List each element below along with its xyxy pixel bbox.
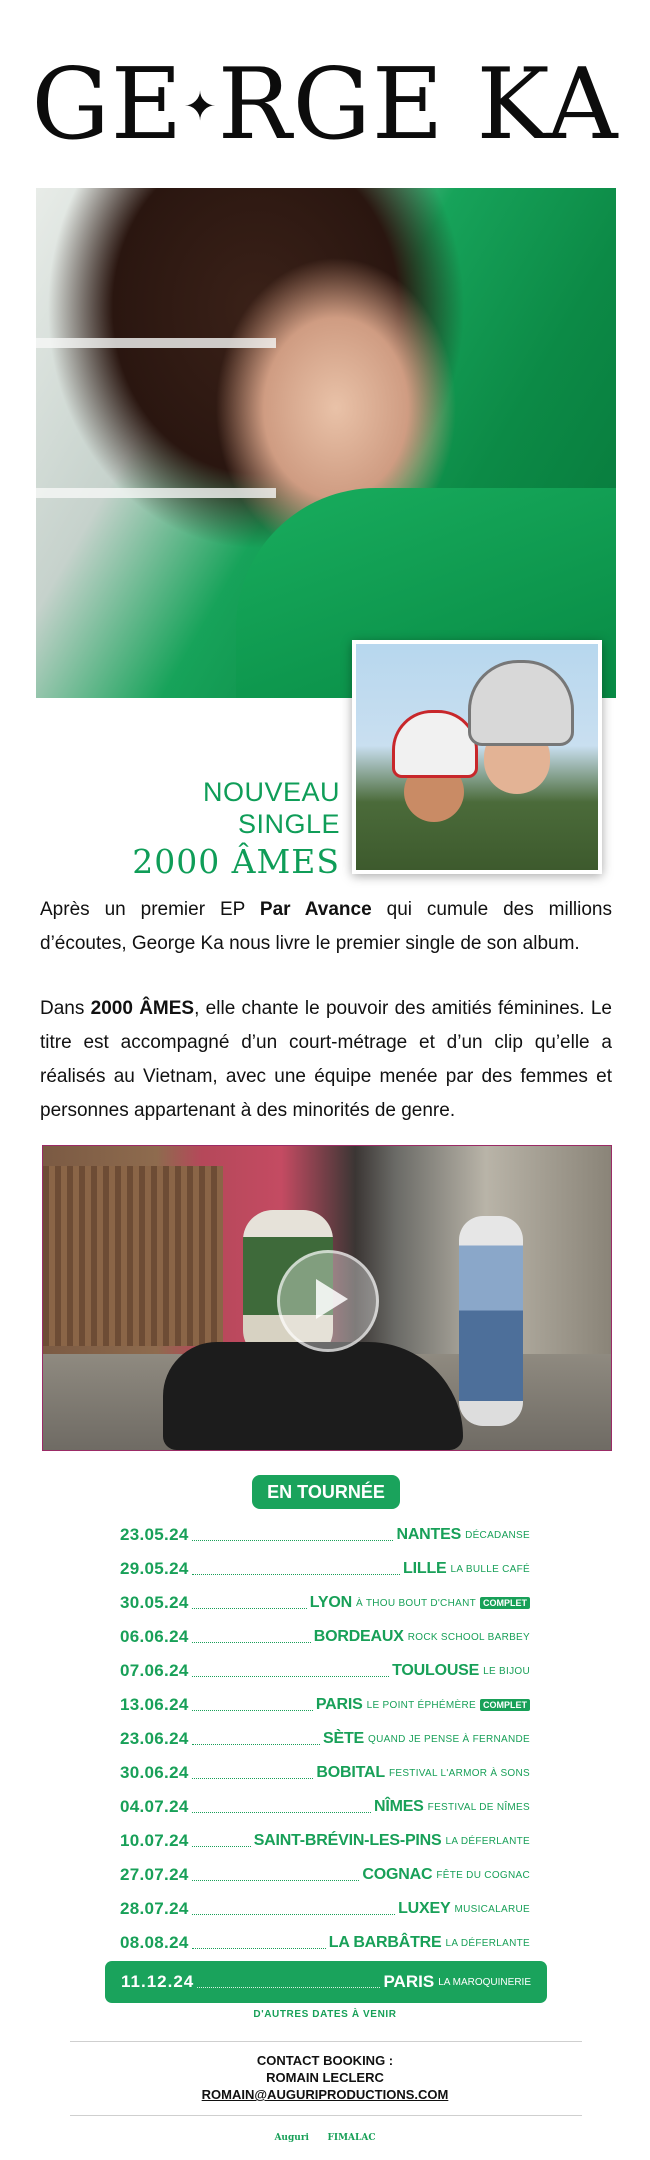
helmet-icon (392, 710, 478, 778)
leader-dots (192, 1540, 394, 1541)
leader-dots (192, 1608, 307, 1609)
leader-dots (192, 1846, 251, 1847)
leader-dots (197, 1987, 380, 1988)
tour-date: 07.06.24 (120, 1661, 189, 1680)
tour-date-list (120, 1518, 530, 1960)
tour-venue: FESTIVAL DE NÎMES (427, 1801, 530, 1813)
tour-date: 11.12.24 (121, 1972, 195, 1991)
leader-dots (192, 1744, 320, 1745)
tour-venue: LA DÉFERLANTE (445, 1937, 530, 1949)
tour-badge: EN TOURNÉE (252, 1475, 400, 1509)
video-scene-shutter (43, 1166, 223, 1346)
divider (70, 2115, 582, 2116)
tour-city: SAINT-BRÉVIN-LES-PINS (253, 1832, 442, 1849)
hero-rail (36, 338, 276, 348)
tour-date: 28.07.24 (120, 1899, 189, 1918)
contact-block (0, 2052, 650, 2103)
tour-city: NÎMES (373, 1798, 424, 1815)
tour-date: 10.07.24 (120, 1831, 189, 1850)
intro-text: Après un premier EP (40, 899, 260, 920)
tour-venue: MUSICALARUE (454, 1903, 530, 1915)
tour-venue: LA MAROQUINERIE (438, 1976, 531, 1988)
partner-logos (0, 2132, 650, 2143)
tour-date-row (120, 1586, 530, 1620)
tour-venue: FESTIVAL L'ARMOR À SONS (388, 1767, 530, 1779)
leader-dots (192, 1812, 371, 1813)
leader-dots (192, 1676, 390, 1677)
video-scene-scooter (163, 1342, 463, 1450)
partner-logo-fimalac: FIMALAC (327, 2133, 376, 2143)
tour-city: LILLE (403, 1560, 447, 1577)
tour-date-row (120, 1620, 530, 1654)
tour-venue: ROCK SCHOOL BARBEY (407, 1631, 530, 1643)
tour-date-row (120, 1722, 530, 1756)
intro-paragraph-1 (40, 893, 612, 961)
tour-venue: LA BULLE CAFÉ (450, 1563, 530, 1575)
ep-title: Par Avance (259, 899, 372, 920)
leader-dots (192, 1778, 314, 1779)
more-dates-note: D'AUTRES DATES À VENIR (253, 2009, 397, 2020)
tour-date: 29.05.24 (120, 1559, 189, 1578)
tour-city: PARIS (383, 1972, 435, 1991)
tour-city: NANTES (396, 1526, 462, 1543)
tour-city: BORDEAUX (313, 1628, 404, 1645)
sold-out-badge: COMPLET (480, 1597, 530, 1609)
tour-date-row (120, 1926, 530, 1960)
helmet-icon (468, 660, 574, 746)
tour-date-row (120, 1858, 530, 1892)
tour-city: LYON (309, 1594, 352, 1611)
hero-portrait-image (36, 188, 616, 698)
tour-venue: LE POINT ÉPHÉMÈRE (366, 1699, 476, 1711)
tour-date-row (120, 1756, 530, 1790)
tour-date: 23.05.24 (120, 1525, 189, 1544)
tour-date: 13.06.24 (120, 1695, 189, 1714)
tour-date-row (120, 1688, 530, 1722)
contact-label: CONTACT BOOKING : (256, 2053, 394, 2068)
tour-date-row (120, 1552, 530, 1586)
intro-text: qui cumule des millions d’écoutes, George Ka nous livre le premier single de son album. (40, 899, 613, 954)
tour-venue: LA DÉFERLANTE (445, 1835, 530, 1847)
star-icon: ✦ (183, 83, 218, 130)
leader-dots (192, 1710, 313, 1711)
video-player[interactable] (42, 1145, 612, 1451)
divider (70, 2041, 582, 2042)
tour-city: TOULOUSE (392, 1662, 480, 1679)
tour-city: LUXEY (398, 1900, 451, 1917)
contact-name: ROMAIN LECLERC (266, 2070, 384, 2085)
play-icon[interactable] (277, 1250, 379, 1352)
contact-email-link[interactable]: ROMAIN@AUGURIPRODUCTIONS.COM (201, 2087, 449, 2102)
tour-date: 27.07.24 (120, 1865, 189, 1884)
tour-date: 30.06.24 (120, 1763, 189, 1782)
tour-date: 04.07.24 (120, 1797, 189, 1816)
sold-out-badge: COMPLET (480, 1699, 530, 1711)
tour-venue: QUAND JE PENSE À FERNANDE (368, 1733, 530, 1745)
tour-date-row (120, 1654, 530, 1688)
leader-dots (192, 1880, 360, 1881)
release-title: 2000 ÂMES (132, 842, 340, 881)
tour-date-row (120, 1892, 530, 1926)
inset-photo (352, 640, 602, 874)
artist-logo (0, 50, 650, 168)
tour-venue: LE BIJOU (483, 1665, 530, 1677)
leader-dots (192, 1948, 326, 1949)
intro-text: Dans (40, 998, 91, 1019)
tour-city: BOBITAL (316, 1764, 385, 1781)
tour-date-row (120, 1518, 530, 1552)
featured-date-row (105, 1961, 547, 2003)
release-heading (100, 776, 340, 884)
tour-date: 30.05.24 (120, 1593, 189, 1612)
leader-dots (192, 1574, 400, 1575)
tour-date: 08.08.24 (120, 1933, 189, 1952)
partner-logo-auguri: Auguri (274, 2133, 309, 2143)
tour-date: 23.06.24 (120, 1729, 189, 1748)
tour-venue: À THOU BOUT D'CHANT (355, 1597, 476, 1609)
hero-rail (36, 488, 276, 498)
video-scene-person (459, 1216, 523, 1426)
release-kicker: NOUVEAU SINGLE (202, 777, 340, 839)
tour-date-row (120, 1824, 530, 1858)
logo-text-left: GE (31, 48, 184, 162)
tour-city: PARIS (315, 1696, 363, 1713)
tour-date: 06.06.24 (120, 1627, 189, 1646)
tour-venue: DÉCADANSE (465, 1529, 530, 1541)
leader-dots (192, 1642, 311, 1643)
tour-city: COGNAC (362, 1866, 433, 1883)
tour-city: LA BARBÂTRE (328, 1934, 442, 1951)
intro-text: , elle chante le pouvoir des amitiés féminines. Le titre est accompagné d’un court-métrage et d’un clip qu’elle a réalisés au Vietnam, avec une équipe menée par des femmes et personnes appartenant à des minorités de genre. (40, 998, 612, 1121)
tour-date-row (120, 1790, 530, 1824)
intro-paragraph-2 (40, 992, 612, 1128)
tour-city: SÈTE (323, 1730, 365, 1747)
logo-text-right: RGE KA (217, 48, 619, 162)
tour-venue: FÊTE DU COGNAC (436, 1869, 530, 1881)
leader-dots (192, 1914, 396, 1915)
single-title: 2000 ÂMES (90, 998, 195, 1019)
